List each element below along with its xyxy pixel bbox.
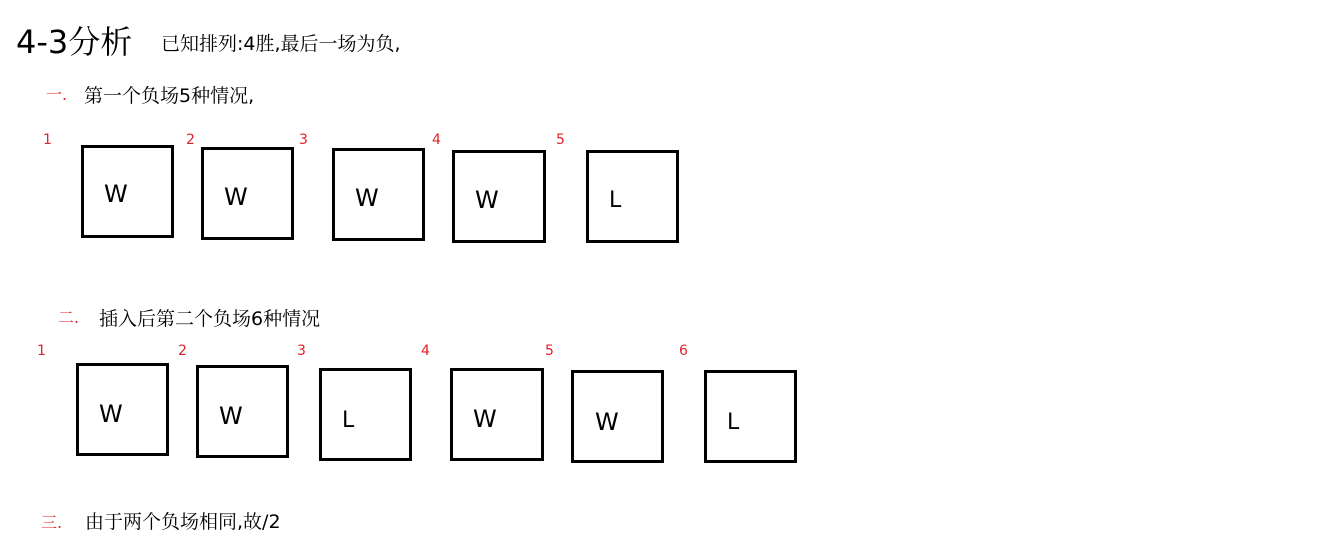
section3-text: 由于两个负场相同,故/2 (85, 511, 281, 533)
section1-box-5-letter: L (609, 188, 622, 213)
section2-box-5-letter: W (595, 408, 619, 436)
section2-box-5 (571, 370, 664, 463)
section2-box-2 (196, 365, 289, 458)
section1-box-3-letter: W (355, 184, 379, 212)
section1-box-2-letter: W (224, 183, 248, 211)
section2-number-6: 6 (679, 343, 688, 359)
section2-box-3-letter: L (342, 408, 355, 433)
section2-number-3: 3 (297, 343, 306, 359)
section2-box-2-letter: W (219, 402, 243, 430)
section2-box-6-letter: L (727, 410, 740, 435)
section1-number-4: 4 (432, 132, 441, 148)
section1-box-5 (586, 150, 679, 243)
section2-box-6 (704, 370, 797, 463)
section1-box-1 (81, 145, 174, 238)
section2-box-1 (76, 363, 169, 456)
section2-number-5: 5 (545, 343, 554, 359)
page-title: 4-3分析 (16, 23, 133, 61)
section1-marker: 一. (46, 85, 68, 104)
page-subtitle: 已知排列:4胜,最后一场为负, (161, 33, 401, 55)
section1-box-1-letter: W (104, 180, 128, 208)
section1-number-2: 2 (186, 132, 195, 148)
section1-box-2 (201, 147, 294, 240)
section1-number-5: 5 (556, 132, 565, 148)
section1-number-1: 1 (43, 132, 52, 148)
section2-box-4 (450, 368, 544, 461)
section1-text: 第一个负场5种情况, (84, 85, 255, 107)
section2-number-2: 2 (178, 343, 187, 359)
section2-marker: 二. (58, 308, 80, 327)
section3-marker: 三. (41, 513, 63, 532)
section2-box-1-letter: W (99, 400, 123, 428)
section2-text: 插入后第二个负场6种情况 (99, 308, 321, 330)
section1-box-4-letter: W (475, 186, 499, 214)
section2-box-4-letter: W (473, 405, 497, 433)
section1-box-3 (332, 148, 425, 241)
section2-number-1: 1 (37, 343, 46, 359)
section1-number-3: 3 (299, 132, 308, 148)
section1-box-4 (452, 150, 546, 243)
section2-number-4: 4 (421, 343, 430, 359)
section2-box-3 (319, 368, 412, 461)
